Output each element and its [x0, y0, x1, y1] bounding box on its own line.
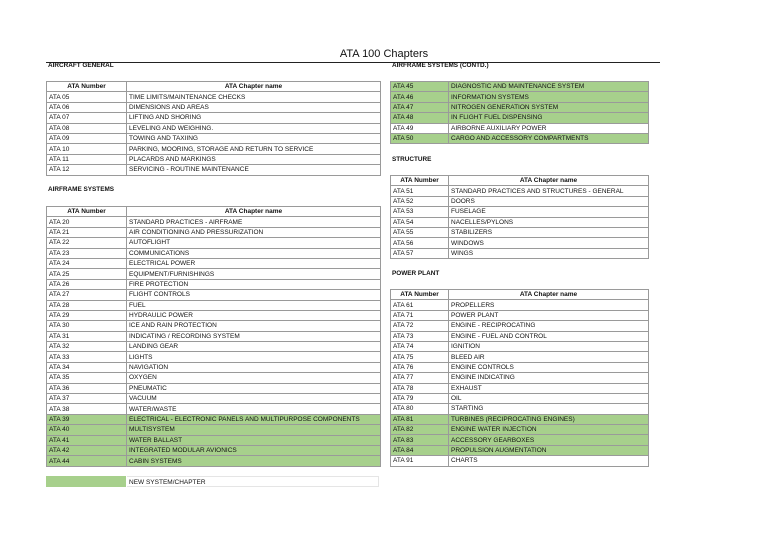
table-row [391, 207, 649, 217]
ata-number-cell: ATA 20 [47, 217, 127, 227]
table-row [391, 310, 649, 320]
ata-chapter-name-cell: TOWING AND TAXIING [127, 133, 381, 143]
ata-number-cell: ATA 77 [391, 373, 449, 383]
ata-chapter-name-cell: DOORS [449, 196, 649, 206]
table-row [391, 133, 649, 143]
ata-number-cell: ATA 48 [391, 113, 449, 123]
table-row [47, 435, 381, 445]
table-row [391, 393, 649, 403]
ata-chapter-name-cell: BLEED AIR [449, 352, 649, 362]
ata-number-cell: ATA 73 [391, 331, 449, 341]
table-row [47, 133, 381, 143]
ata-number-cell: ATA 07 [47, 113, 127, 123]
ata-number-cell: ATA 23 [47, 248, 127, 258]
ata-chapter-name-cell: ENGINE WATER INJECTION [449, 425, 649, 435]
ata-number-cell: ATA 45 [391, 82, 449, 92]
column-header-number: ATA Number [391, 290, 449, 300]
ata-number-cell: ATA 34 [47, 362, 127, 372]
table-row [391, 248, 649, 258]
ata-chapter-name-cell: INTEGRATED MODULAR AVIONICS [127, 445, 381, 455]
ata-number-cell: ATA 06 [47, 102, 127, 112]
table-row [47, 154, 381, 164]
ata-number-cell: ATA 21 [47, 227, 127, 237]
table-row [391, 186, 649, 196]
ata-chapter-name-cell: OXYGEN [127, 373, 381, 383]
ata-number-cell: ATA 71 [391, 310, 449, 320]
ata-chapter-name-cell: FUEL [127, 300, 381, 310]
column-header-number: ATA Number [47, 207, 127, 217]
table-header-row [391, 290, 649, 300]
ata-number-cell: ATA 52 [391, 196, 449, 206]
ata-number-cell: ATA 49 [391, 123, 449, 133]
ata-chapter-name-cell: TIME LIMITS/MAINTENANCE CHECKS [127, 92, 381, 102]
table-row [391, 445, 649, 455]
ata-number-cell: ATA 56 [391, 238, 449, 248]
table-row [47, 310, 381, 320]
ata-chapter-name-cell: STARTING [449, 404, 649, 414]
column-header-number: ATA Number [391, 176, 449, 186]
ata-number-cell: ATA 57 [391, 248, 449, 258]
ata-chapter-name-cell: MULTISYSTEM [127, 425, 381, 435]
ata-chapter-name-cell: AUTOFLIGHT [127, 238, 381, 248]
ata-number-cell: ATA 24 [47, 258, 127, 268]
table-row [47, 258, 381, 268]
ata-number-cell: ATA 42 [47, 445, 127, 455]
table-row [391, 414, 649, 424]
ata-chapter-name-cell: NITROGEN GENERATION SYSTEM [449, 102, 649, 112]
ata-chapter-name-cell: PARKING, MOORING, STORAGE AND RETURN TO SERVICE [127, 144, 381, 154]
table-header-row [391, 176, 649, 186]
table-row [47, 227, 381, 237]
ata-chapter-name-cell: DIAGNOSTIC AND MAINTENANCE SYSTEM [449, 82, 649, 92]
ata-number-cell: ATA 05 [47, 92, 127, 102]
ata-chapter-name-cell: ENGINE - FUEL AND CONTROL [449, 331, 649, 341]
table-row [391, 341, 649, 351]
table-row [47, 373, 381, 383]
ata-number-cell: ATA 41 [47, 435, 127, 445]
ata-chapter-name-cell: VACUUM [127, 394, 381, 404]
ata-chapter-name-cell: WINGS [449, 248, 649, 258]
ata-chapter-name-cell: PLACARDS AND MARKINGS [127, 154, 381, 164]
ata-chapter-name-cell: TURBINES (RECIPROCATING ENGINES) [449, 414, 649, 424]
section-heading-structure: STRUCTURE [392, 156, 432, 163]
ata-chapter-name-cell: STANDARD PRACTICES AND STRUCTURES - GENERAL [449, 186, 649, 196]
table-power-plant [390, 289, 649, 467]
ata-number-cell: ATA 50 [391, 133, 449, 143]
ata-number-cell: ATA 29 [47, 310, 127, 320]
table-row [391, 373, 649, 383]
ata-number-cell: ATA 79 [391, 393, 449, 403]
table-row [47, 362, 381, 372]
table-aircraft-general [46, 81, 381, 176]
page-title: ATA 100 Chapters [339, 48, 429, 60]
ata-number-cell: ATA 09 [47, 133, 127, 143]
table-row [391, 321, 649, 331]
table-row [391, 113, 649, 123]
ata-number-cell: ATA 37 [47, 394, 127, 404]
ata-number-cell: ATA 83 [391, 435, 449, 445]
ata-number-cell: ATA 84 [391, 445, 449, 455]
section-heading-airframe-systems: AIRFRAME SYSTEMS [48, 186, 115, 193]
table-header-row [47, 82, 381, 92]
ata-number-cell: ATA 44 [47, 456, 127, 466]
ata-number-cell: ATA 31 [47, 331, 127, 341]
ata-chapter-name-cell: ENGINE - RECIPROCATING [449, 321, 649, 331]
ata-chapter-name-cell: WATER/WASTE [127, 404, 381, 414]
ata-number-cell: ATA 32 [47, 342, 127, 352]
column-header-name: ATA Chapter name [449, 290, 649, 300]
table-airframe-systems [46, 206, 381, 467]
ata-number-cell: ATA 61 [391, 300, 449, 310]
table-row [47, 352, 381, 362]
ata-number-cell: ATA 11 [47, 154, 127, 164]
ata-chapter-name-cell: PROPELLERS [449, 300, 649, 310]
table-row [391, 435, 649, 445]
ata-number-cell: ATA 81 [391, 414, 449, 424]
ata-number-cell: ATA 10 [47, 144, 127, 154]
ata-number-cell: ATA 54 [391, 217, 449, 227]
table-row [47, 217, 381, 227]
ata-chapter-name-cell: SERVICING - ROUTINE MAINTENANCE [127, 165, 381, 175]
ata-number-cell: ATA 22 [47, 238, 127, 248]
table-row [47, 342, 381, 352]
table-row [391, 331, 649, 341]
table-row [391, 102, 649, 112]
ata-chapter-name-cell: HYDRAULIC POWER [127, 310, 381, 320]
ata-number-cell: ATA 08 [47, 123, 127, 133]
ata-number-cell: ATA 28 [47, 300, 127, 310]
table-row [47, 404, 381, 414]
column-header-name: ATA Chapter name [127, 207, 381, 217]
ata-chapter-name-cell: IN FLIGHT FUEL DISPENSING [449, 113, 649, 123]
ata-number-cell: ATA 46 [391, 92, 449, 102]
ata-chapter-name-cell: CARGO AND ACCESSORY COMPARTMENTS [449, 133, 649, 143]
table-row [47, 92, 381, 102]
ata-chapter-name-cell: LEVELING AND WEIGHING. [127, 123, 381, 133]
ata-chapter-name-cell: NACELLES/PYLONS [449, 217, 649, 227]
section-heading-aircraft-general: AIRCRAFT GENERAL [48, 62, 114, 69]
table-structure [390, 175, 649, 259]
table-row [391, 300, 649, 310]
ata-chapter-name-cell: WINDOWS [449, 238, 649, 248]
ata-chapter-name-cell: ICE AND RAIN PROTECTION [127, 321, 381, 331]
section-heading-airframe-contd: AIRFRAME SYSTEMS (CONTD.) [392, 62, 489, 69]
ata-chapter-name-cell: EQUIPMENT/FURNISHINGS [127, 269, 381, 279]
ata-number-cell: ATA 12 [47, 165, 127, 175]
table-row [391, 383, 649, 393]
table-row [391, 227, 649, 237]
ata-number-cell: ATA 72 [391, 321, 449, 331]
column-header-name: ATA Chapter name [449, 176, 649, 186]
ata-number-cell: ATA 75 [391, 352, 449, 362]
ata-chapter-name-cell: LIGHTS [127, 352, 381, 362]
ata-chapter-name-cell: COMMUNICATIONS [127, 248, 381, 258]
ata-chapter-name-cell: CHARTS [449, 456, 649, 466]
ata-chapter-name-cell: FIRE PROTECTION [127, 279, 381, 289]
ata-chapter-name-cell: DIMENSIONS AND AREAS [127, 102, 381, 112]
ata-chapter-name-cell: FLIGHT CONTROLS [127, 290, 381, 300]
table-row [391, 456, 649, 466]
ata-chapter-name-cell: NAVIGATION [127, 362, 381, 372]
legend-swatch [46, 476, 126, 487]
ata-chapter-name-cell: OIL [449, 393, 649, 403]
ata-chapter-name-cell: INDICATING / RECORDING SYSTEM [127, 331, 381, 341]
table-row [391, 404, 649, 414]
ata-number-cell: ATA 51 [391, 186, 449, 196]
ata-number-cell: ATA 80 [391, 404, 449, 414]
ata-number-cell: ATA 36 [47, 383, 127, 393]
ata-number-cell: ATA 27 [47, 290, 127, 300]
table-row [47, 248, 381, 258]
ata-chapter-name-cell: STABILIZERS [449, 227, 649, 237]
ata-chapter-name-cell: LANDING GEAR [127, 342, 381, 352]
ata-number-cell: ATA 82 [391, 425, 449, 435]
table-row [47, 445, 381, 455]
ata-number-cell: ATA 38 [47, 404, 127, 414]
table-row [47, 165, 381, 175]
legend-label: NEW SYSTEM/CHAPTER [127, 476, 379, 487]
ata-number-cell: ATA 53 [391, 207, 449, 217]
table-row [47, 113, 381, 123]
table-row [391, 217, 649, 227]
ata-number-cell: ATA 25 [47, 269, 127, 279]
table-row [47, 300, 381, 310]
ata-chapter-name-cell: INFORMATION SYSTEMS [449, 92, 649, 102]
ata-chapter-name-cell: PNEUMATIC [127, 383, 381, 393]
column-header-number: ATA Number [47, 82, 127, 92]
ata-number-cell: ATA 78 [391, 383, 449, 393]
ata-chapter-name-cell: AIR CONDITIONING AND PRESSURIZATION [127, 227, 381, 237]
table-airframe-contd [390, 81, 649, 144]
table-header-row [47, 207, 381, 217]
ata-chapter-name-cell: LIFTING AND SHORING [127, 113, 381, 123]
ata-chapter-name-cell: STANDARD PRACTICES - AIRFRAME [127, 217, 381, 227]
ata-chapter-name-cell: ELECTRICAL - ELECTRONIC PANELS AND MULTIPURPOSE COMPONENTS [127, 414, 381, 424]
section-heading-power-plant: POWER PLANT [392, 270, 440, 277]
column-header-name: ATA Chapter name [127, 82, 381, 92]
table-row [47, 394, 381, 404]
table-row [47, 144, 381, 154]
table-row [47, 123, 381, 133]
ata-chapter-name-cell: CABIN SYSTEMS [127, 456, 381, 466]
table-row [391, 196, 649, 206]
table-row [47, 279, 381, 289]
table-row [391, 123, 649, 133]
ata-number-cell: ATA 74 [391, 341, 449, 351]
table-row [391, 352, 649, 362]
ata-number-cell: ATA 76 [391, 362, 449, 372]
table-row [47, 290, 381, 300]
ata-number-cell: ATA 30 [47, 321, 127, 331]
ata-number-cell: ATA 47 [391, 102, 449, 112]
table-row [47, 414, 381, 424]
table-row [47, 425, 381, 435]
ata-chapter-name-cell: FUSELAGE [449, 207, 649, 217]
ata-chapter-name-cell: ACCESSORY GEARBOXES [449, 435, 649, 445]
ata-number-cell: ATA 91 [391, 456, 449, 466]
table-row [47, 383, 381, 393]
table-row [47, 238, 381, 248]
table-row [391, 82, 649, 92]
ata-chapter-name-cell: WATER BALLAST [127, 435, 381, 445]
ata-chapter-name-cell: PROPULSION AUGMENTATION [449, 445, 649, 455]
table-row [391, 238, 649, 248]
title-rule [46, 62, 660, 63]
ata-chapter-name-cell: EXHAUST [449, 383, 649, 393]
table-row [391, 362, 649, 372]
ata-number-cell: ATA 55 [391, 227, 449, 237]
ata-chapter-name-cell: ELECTRICAL POWER [127, 258, 381, 268]
ata-chapter-name-cell: ENGINE CONTROLS [449, 362, 649, 372]
ata-number-cell: ATA 26 [47, 279, 127, 289]
table-row [391, 92, 649, 102]
ata-chapter-name-cell: IGNITION [449, 341, 649, 351]
table-row [391, 425, 649, 435]
ata-number-cell: ATA 39 [47, 414, 127, 424]
table-row [47, 102, 381, 112]
table-row [47, 456, 381, 466]
table-row [47, 269, 381, 279]
table-row [47, 321, 381, 331]
table-row [47, 331, 381, 341]
ata-number-cell: ATA 40 [47, 425, 127, 435]
ata-chapter-name-cell: ENGINE INDICATING [449, 373, 649, 383]
ata-chapter-name-cell: POWER PLANT [449, 310, 649, 320]
ata-chapter-name-cell: AIRBORNE AUXILIARY POWER [449, 123, 649, 133]
ata-number-cell: ATA 33 [47, 352, 127, 362]
ata-number-cell: ATA 35 [47, 373, 127, 383]
